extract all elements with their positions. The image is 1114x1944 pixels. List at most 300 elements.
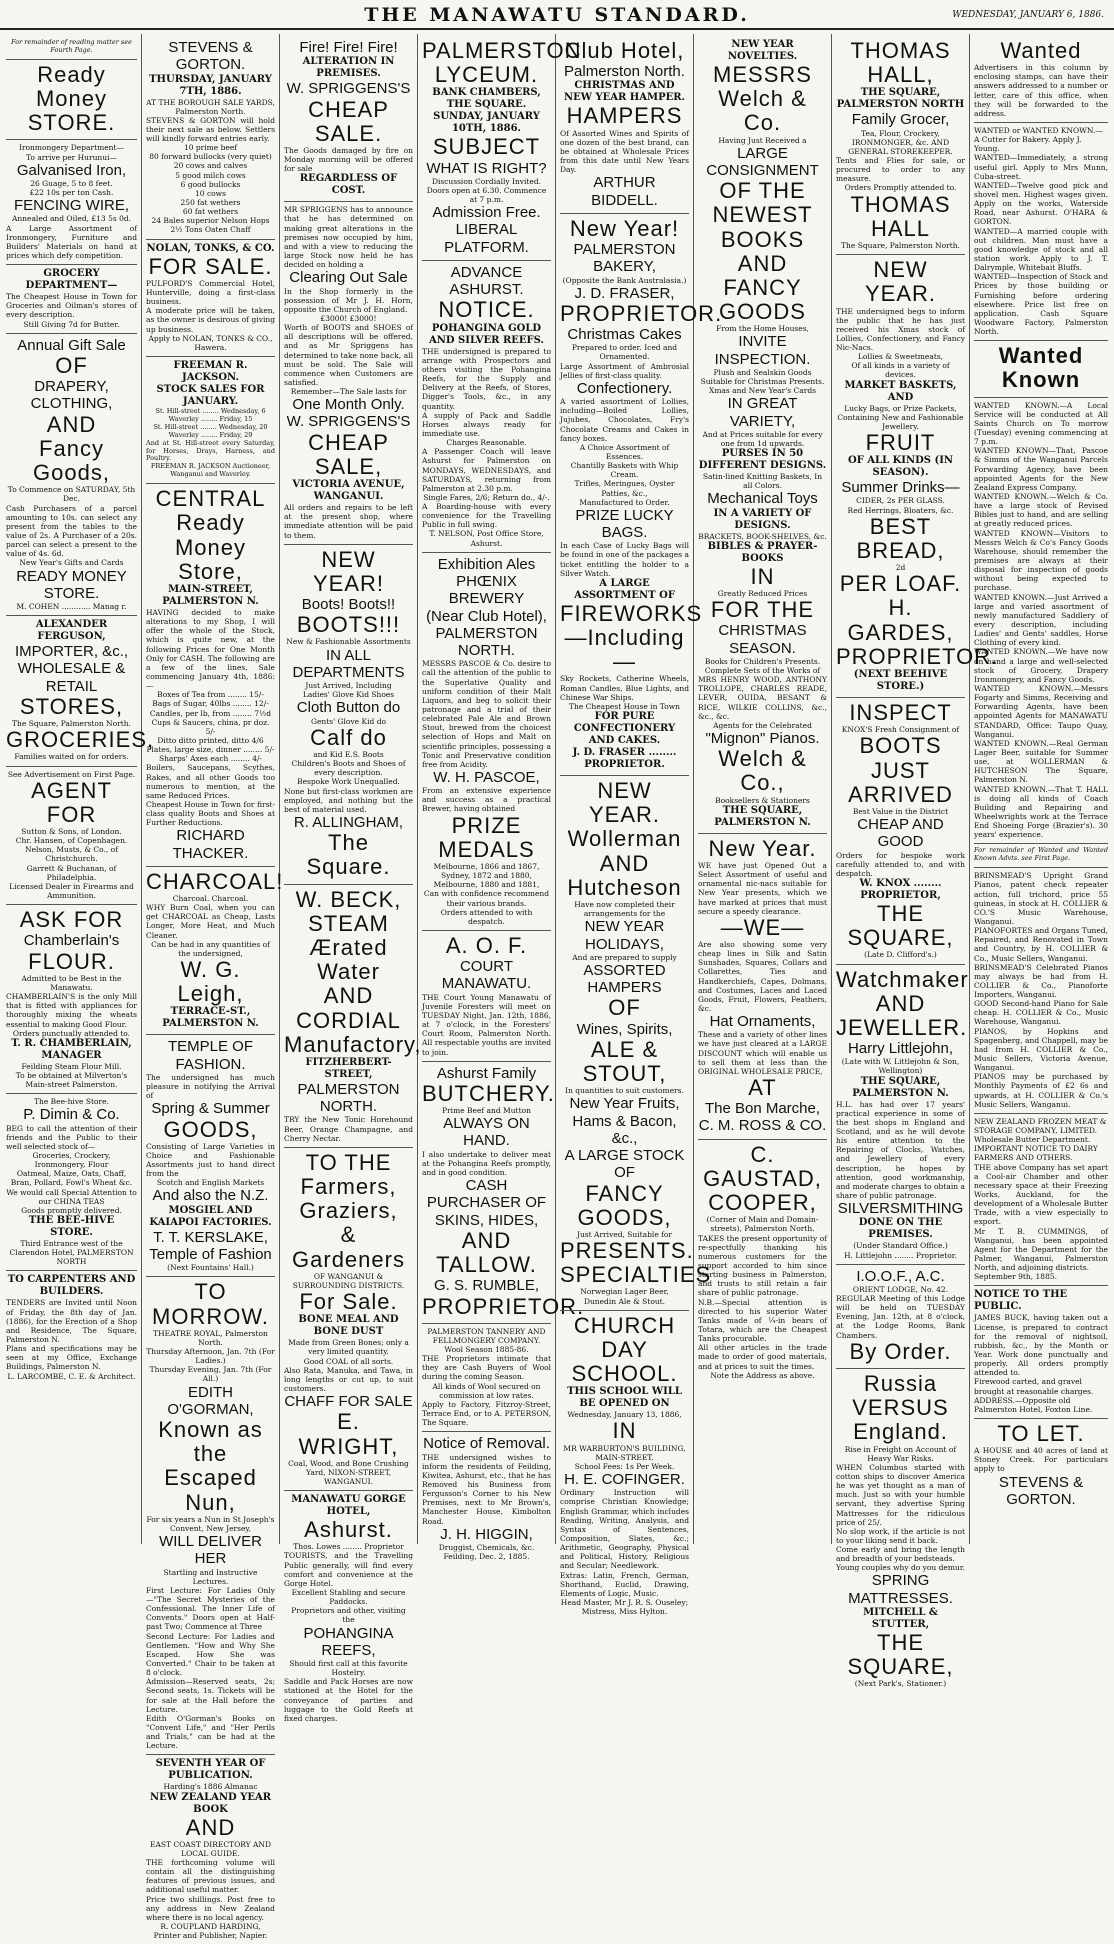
advertisement: [698, 1140, 827, 1384]
advertisement: [560, 36, 689, 214]
ad-line: Complete Sets of the Works of: [704, 666, 821, 675]
ad-line: STORE.: [27, 110, 116, 136]
ad-line: New Year.: [708, 835, 817, 861]
ad-line: New Year's Gifts and Cards: [19, 558, 124, 568]
ad-line: The Square.: [306, 830, 391, 880]
ad-line: Boilers, Saucepans, Scythes, Rakes, and all other Goods too numerous to mention, at the same Reduced Prices.: [146, 763, 275, 800]
ad-line: WANTED—Immediately, a strong useful girl. Apply to Mrs Munn, Cuba-street.: [974, 153, 1108, 181]
ad-line: I.O.O.F., A.C.: [856, 1267, 945, 1285]
ad-line: Saddle and Pack Horses are now stationed at the Hotel for the conveyance of parties and luggage to the Gold Reefs at fixed charges.: [284, 1677, 413, 1723]
ad-line: JAMES BUCK, having taken out a License, is prepared to contract for the removal of nightsoil, rubbish, &c., by the Month or Year. Work done punctually and properly. All orders promptly attended to.: [974, 1313, 1108, 1378]
ad-line: STOCK SALES FOR JANUARY.: [156, 383, 265, 407]
ad-line: £3000! £3000!: [320, 313, 377, 323]
ad-line: MAIN-STREET, PALMERSTON N.: [162, 583, 259, 607]
ad-line: SUNDAY, JANUARY 10TH, 1886.: [433, 111, 540, 135]
ad-line: TO LET.: [997, 1420, 1085, 1446]
ad-line: Oatmeal, Maize, Oats, Chaff, Bran, Pollard, Fowl's Wheat &c.: [10, 1169, 133, 1188]
column-1: [2, 34, 155, 1544]
ad-line: A Large Assortment of Ironmongery, Furniture and Builders' Materials on hand at prices which defy competition.: [6, 223, 137, 261]
ad-line: Welch & Co.,: [718, 746, 807, 796]
ad-line: FANCY GOODS: [719, 274, 806, 325]
ad-line: To Commence on SATURDAY, 5th Dec.: [7, 485, 136, 504]
ad-line: ARTHUR BIDDELL.: [591, 174, 658, 209]
ad-line: Ironmongery Department—: [18, 143, 124, 153]
ad-line: IN GREAT VARIETY,: [727, 395, 798, 430]
ad-line: (Late with W. Littlejohn & Son, Wellington): [841, 1057, 960, 1076]
ad-line: SPRING MATTRESSES.: [848, 1572, 953, 1607]
advertisement: [422, 261, 551, 553]
ad-line: Feilding Steam Flour Mill.: [21, 1061, 122, 1071]
ad-line: MITCHELL & STUTTER,: [863, 1606, 938, 1630]
ad-line: Can be had in any quantities of the undersigned,: [151, 939, 270, 958]
advertisement: [284, 1148, 413, 1491]
advertisement: [284, 545, 413, 885]
ad-line: Cups & Saucers, china, pr doz. 5/-: [151, 717, 270, 736]
ad-line: For remainder of reading matter see Fourth Page.: [11, 38, 132, 54]
ad-line: MESSRS: [713, 62, 812, 87]
ad-line: TEMPLE OF FASHION.: [167, 1038, 253, 1073]
ad-line: CHARCOAL!: [146, 868, 284, 894]
ad-line: One Month Only.: [292, 396, 405, 414]
ad-line: SPECIALTIES: [560, 1262, 712, 1288]
ad-line: FREEMAN R. JACKSON.: [173, 359, 248, 383]
ad-line: Druggist, Chemicals, &c.: [438, 1542, 535, 1552]
advertisement: [698, 36, 827, 834]
ad-line: WANTED KNOWN.—We have now on hand a large and well-selected stock of Grocery, Drapery Ironmongery, and Fancy Goods.: [974, 647, 1108, 684]
ad-line: STEVENS & GORTON.: [168, 39, 253, 74]
ad-line: R. ALLINGHAM,: [293, 813, 404, 831]
ad-line: Suitable for Christmas Presents.: [700, 377, 825, 387]
ad-line: Fire! Fire! Fire!: [299, 39, 398, 56]
advertisement: [146, 484, 275, 867]
ad-line: We would call Special Attention to our CHINA TEAS: [6, 1187, 137, 1206]
ad-line: THOMAS HALL,: [850, 38, 951, 88]
ad-line: Red Herrings, Bloaters, &c.: [847, 505, 954, 515]
ad-line: WANTED—Twelve good pick and shovel men. Highest wages given. Apply on the works, Waterside Road, near Ashurst. O'HARA & GORTON.: [974, 180, 1108, 227]
ad-line: NEW YEAR HOLIDAYS,: [584, 918, 665, 953]
ad-line: 80 forward bullocks (very quiet): [149, 152, 272, 162]
ad-line: INVITE INSPECTION.: [714, 333, 811, 368]
ad-line: NEW ZEALAND FROZEN MEAT & STORAGE COMPANY, LIMITED.: [974, 1116, 1107, 1136]
advertisement: [146, 240, 275, 357]
ad-line: PER LOAF.: [839, 571, 962, 597]
ad-line: IRONMONGER, &c. AND GENERAL STOREKEEPER.: [848, 137, 953, 156]
ad-line: MRS HENRY WOOD, ANTHONY TROLLOPE, CHARLES READE, LEVER, OUIDA, BESANT & RICE, WILKIE COLLINS, &c., &c., &c.: [698, 675, 827, 721]
ad-line: TO THE: [305, 1149, 392, 1175]
ad-line: Ladies' Glove Kid Shoes: [302, 690, 395, 700]
ad-line: Waverley ........ Friday, 15: [168, 414, 253, 423]
ad-line: By Order.: [849, 1338, 952, 1364]
advertisement: [6, 265, 137, 334]
ad-line: REGARDLESS OF COST.: [299, 173, 398, 197]
ad-line: J. D. FRASER ........ PROPRIETOR.: [572, 747, 677, 771]
ad-line: Wholesale Butter Department.: [974, 1135, 1091, 1145]
ad-line: Young couples why do you demur.: [836, 1563, 965, 1573]
ad-line: Candles, per lb, from ........ 7½d: [149, 708, 272, 718]
ad-line: ORIENT LODGE, No. 42.: [852, 1284, 949, 1294]
advertisement: [146, 36, 275, 240]
ad-line: Cheapest House in Town for first-class quality Boots and Shoes at Further Reductions.: [146, 799, 275, 828]
ad-line: Just Arrived, Including: [305, 681, 392, 691]
ad-line: Harding's 1886 Almanac: [163, 1782, 258, 1792]
ad-line: E. WRIGHT,: [298, 1409, 399, 1459]
ad-line: St. Hill-street ........ Wednesday, 6: [155, 406, 266, 415]
ad-line: TALLOW.: [436, 1252, 537, 1278]
ad-line: MR WARBURTON'S BUILDING, MAIN-STREET.: [563, 1443, 686, 1462]
ad-line: Watchmaker: [836, 966, 969, 992]
advertisement: [836, 36, 965, 255]
ad-line: A LARGE STOCK OF: [564, 1147, 685, 1182]
column-3: [280, 34, 422, 1723]
ad-line: Boxes of Tea from ........ 15/-: [157, 690, 264, 700]
advertisement: [6, 1271, 137, 1384]
ad-line: HAMPERS: [566, 103, 683, 129]
ad-line: IMPORTANT NOTICE TO DAIRY FARMERS AND OTHERS.: [974, 1144, 1098, 1163]
ad-line: Trifles, Meringues, Oyster Patties, &c.,: [574, 479, 675, 498]
ad-line: THE SQUARE, PALMERSTON N.: [714, 804, 811, 828]
ad-line: Summer Drinks—: [841, 479, 960, 497]
ad-line: M. COHEN ............ Manag r.: [16, 602, 127, 611]
ad-line: WANTED KNOWN.—Messrs Fogarty and Simms, Receiving and Forwarding Agents, have been appointed Agents for MANAWATU STANDARD, Office: Taupo Quay, Wanganui.: [974, 684, 1108, 739]
ad-line: PURSES IN 50 DIFFERENT DESIGNS.: [698, 448, 827, 472]
ad-line: England.: [853, 1419, 948, 1445]
ad-line: Cloth Button do: [296, 699, 401, 717]
column-6: [694, 34, 832, 1544]
ad-line: VERSUS: [852, 1395, 949, 1421]
ad-line: READY MONEY STORE.: [16, 567, 127, 602]
advertisement: [422, 931, 551, 1062]
ad-line: Discussion Cordially Invited.: [431, 176, 542, 186]
ad-line: Manufactory,: [284, 1031, 422, 1057]
ad-line: Bespoke Work Unequalled.: [297, 777, 400, 787]
ad-line: Just Arrived, Suitable for: [576, 1229, 673, 1239]
ad-line: THE SQUARE, PALMERSTON N.: [852, 1075, 949, 1099]
ad-line: A Choice Assortment of Essences.: [579, 442, 670, 461]
ad-line: The undersigned has much pleasure in notifying the Arrival of: [146, 1072, 275, 1101]
ad-line: To be obtained at Milverton's Main-street Palmerston.: [15, 1070, 128, 1090]
ad-line: BANK CHAMBERS, THE SQUARE.: [432, 87, 541, 111]
ad-line: Notice of Removal.: [423, 1435, 550, 1453]
ad-line: Also Rata, Manuka, and Tawa, in long lengths or cut up, to suit customers.: [284, 1365, 413, 1393]
ad-line: 20 cows and calves: [173, 161, 248, 171]
ad-line: TO MORROW.: [152, 1279, 269, 1329]
ad-line: BOOTS: [859, 733, 942, 759]
ad-line: In quantities to suit customers.: [565, 1086, 684, 1096]
ad-line: Children's Boots and Shoes of every description.: [291, 759, 406, 778]
ad-line: Proprietors and other, visiting the: [291, 1606, 406, 1625]
ad-line: Wanted Known: [998, 343, 1084, 393]
ad-line: EDITH O'GORMAN,: [167, 1383, 254, 1418]
ad-line: Norwegian Lager Beer,: [580, 1287, 669, 1297]
ad-line: FITZHERBERT-STREET,: [305, 1056, 392, 1080]
ad-line: Best Value in the District: [852, 806, 949, 816]
ad-line: And are prepared to supply: [572, 952, 677, 962]
ad-line: THE Proprietors intimate that they are Cash Buyers of Wool during the coming Season.: [422, 1354, 551, 1382]
advertisement: [836, 1369, 965, 1693]
ad-line: Can with confidence recommend their various brands.: [423, 889, 550, 908]
ad-line: A LARGE ASSORTMENT OF: [574, 577, 675, 601]
ad-line: No slop work, if the article is not to your liking send it back.: [836, 1526, 965, 1545]
ad-line: And at St. Hill-street every Saturday, for Horses, Drays, Harness, and Poultry.: [146, 438, 275, 463]
ad-line: Nelson, Musts, & Co., of Christchurch.: [25, 845, 118, 864]
ad-line: PALMERSTON NORTH.: [435, 624, 538, 660]
ad-line: PRIZE LUCKY BAGS.: [575, 506, 674, 542]
ad-line: IN ALL DEPARTMENTS: [292, 646, 405, 681]
ad-line: ALTERATION IN PREMISES.: [302, 56, 395, 80]
ad-line: Plans and specifications may be seen at my Office, Exchange Buildings, Palmerston N.: [6, 1344, 137, 1372]
ad-line: Orders for bespoke work carefully attended to, and with despatch.: [836, 850, 965, 878]
ad-line: Ordinary Instruction will comprise Christian Knowledge; English Grammar, which includes Reading, Writing, Analysis, and Syntax of Sentences, Composition, Slates, &c.; Arithmetic, Geography, Physical and Political, History, Religious and Secular; Needlework.: [560, 1488, 689, 1571]
ad-line: Farmers,: [300, 1174, 397, 1199]
ad-line: ADVANCE ASHURST.: [449, 263, 524, 299]
advertisement: [422, 1432, 551, 1565]
ad-line: TAKES the present opportunity of re-spectfully thanking his numerous customers for the support accorded to him since starting business in Palmerston, and trusts to still retain a fair share of public patronage.: [698, 1233, 827, 1298]
ad-line: Galvanised Iron,: [16, 161, 127, 179]
ad-line: POHANGINA REEFS,: [303, 1624, 394, 1659]
ad-line: ADDRESS.—Opposite old Palmerston Hotel, Foxton Line.: [974, 1395, 1093, 1414]
ad-line: Clearing Out Sale: [289, 269, 408, 287]
ad-line: Confectionery.: [576, 379, 673, 397]
ad-line: NOTICE TO THE PUBLIC.: [974, 1289, 1068, 1313]
ad-line: Welch & Co.: [718, 86, 807, 136]
ad-line: 10 cows: [195, 188, 226, 198]
ad-line: Hutcheson: [567, 874, 682, 900]
ad-line: AND: [737, 250, 788, 276]
ad-line: NOTICE.: [438, 297, 535, 323]
ad-line: Annual Gift Sale: [17, 336, 126, 354]
ad-line: SKINS, HIDES,: [434, 1211, 539, 1229]
ad-line: PRIZE MEDALS: [438, 812, 535, 862]
ad-line: PROPRIETOR.: [422, 1293, 585, 1319]
ad-line: PROPRIETOR.: [560, 300, 723, 326]
ad-line: Consisting of Large Varieties in Choice and Fashionable Assortments just to hand direct from the: [146, 1141, 275, 1179]
ad-line: Dunedin Ale & Stout.: [583, 1296, 666, 1306]
ad-line: Fancy Goods,: [33, 435, 110, 486]
ad-line: A Passenger Coach will leave Ashurst for Palmerston on MONDAYS, WEDNESDAYS, and SATURDAYS, returning from Palmerston at 2.30 p.m.: [422, 447, 551, 493]
ad-line: WE have just Opened Out a Select Assortment of useful and ornamental nic-nacs suitable for New Year presents, which we have marked at prices that must secure a speedy clearance.: [698, 860, 827, 916]
ad-line: PIANOFORTES and Organs Tuned, Repaired, and Renovated in Town and Country, by H. COLLIER & Co., Music Sellers, Wanganui.: [974, 926, 1108, 963]
ad-line: C. GAUSTAD,: [703, 1141, 822, 1191]
ad-line: The Cheapest House in Town: [569, 701, 680, 711]
ad-line: Annealed and Oiled, £13 5s 0d.: [11, 214, 132, 224]
ad-line: OF THE: [719, 178, 806, 204]
ad-line: Containing New and Fashionable Jewellery.: [837, 412, 964, 431]
advertisement: [974, 844, 1108, 868]
ad-line: JUST ARRIVED: [848, 757, 953, 807]
ad-line: WHEN Columbus started with cotton ships to discover America he was yet thought as a man of much. Just so with your humble servant, they advertise Spring Mattresses for the ridiculous price of 25/.: [836, 1462, 965, 1527]
ad-line: —Including—: [564, 625, 685, 675]
ad-line: OF: [608, 995, 641, 1021]
ad-line: THEATRE ROYAL, Palmerston North.: [153, 1328, 268, 1347]
ad-line: Charges Reasonable.: [446, 438, 527, 448]
ad-line: COOPER,: [708, 1190, 817, 1216]
ad-line: Hat Ornaments,: [709, 1013, 816, 1031]
ad-line: COURT MANAWATU.: [441, 958, 532, 993]
ad-line: PIANOS, by Hopkins and Spagenberg, and Chappell, may be had from H. COLLIER & Co., Music Sellers, Victoria Avenue, Wanganui.: [974, 1026, 1108, 1073]
ad-line: Ashurst Family: [436, 1064, 537, 1082]
advertisement: [974, 1114, 1108, 1287]
ad-line: And at Prices suitable for every one from 1d upwards.: [702, 429, 823, 449]
ad-line: Greatly Reduced Prices: [717, 589, 808, 599]
ad-line: T. R. CHAMBERLAIN, MANAGER: [11, 1037, 132, 1061]
ad-line: Feilding, Dec. 2, 1885.: [443, 1552, 530, 1562]
advertisement: [974, 123, 1108, 341]
ad-line: Xmas and New Year's Cards: [709, 386, 816, 396]
ad-line: CHEAP AND GOOD: [857, 816, 944, 851]
advertisement: [146, 1755, 275, 1944]
ad-line: W. G. Leigh,: [177, 957, 244, 1007]
ad-line: DRAPERY, CLOTHING,: [30, 378, 113, 413]
ad-line: Scotch and English Markets: [156, 1178, 265, 1188]
ad-line: THE undersigned wishes to inform the residents of Feilding, Kiwitea, Ashurst, etc., that he has Removed his Business from Fergusson's Corner to his New Premises, next to Mr Brown's, Manchester House, Kimbolton Road.: [422, 1452, 551, 1526]
ad-line: Sharps' Axes each ........ 4/-: [158, 754, 263, 764]
ad-line: Large Assortment of Ambrosial Jellies of first-class quality.: [560, 361, 689, 380]
ad-line: St. Hill-street ........ Wednesday, 20: [153, 422, 268, 431]
ad-line: (Next Park's, Stationer.): [854, 1679, 947, 1689]
ad-line: TO CARPENTERS AND BUILDERS.: [7, 1274, 136, 1298]
ad-line: PALMERSTON: [422, 38, 582, 63]
ad-line: Russia: [863, 1370, 938, 1396]
ad-line: Rise in Freight on Account of Heavy War Risks.: [844, 1444, 957, 1463]
ad-line: Booksellers & Stationers: [715, 795, 810, 805]
ad-line: THE SQUARE,: [847, 900, 954, 951]
ad-line: CHEAP SALE.: [308, 96, 389, 146]
ad-line: 26 Guage, 5 to 8 feet.: [30, 178, 113, 188]
advertisement: [146, 357, 275, 484]
ad-line: JEWELLER.: [836, 1014, 968, 1040]
ad-line: Temple of Fashion: [149, 1245, 272, 1263]
issue-date: WEDNESDAY, JANUARY 6, 1886.: [952, 10, 1104, 20]
ad-line: Single Fares, 2/6; Return do., 4/-.: [423, 492, 550, 502]
ad-line: Satin-lined Knitting Baskets, In all Colors.: [702, 472, 823, 491]
ad-line: MESSRS PASCOE & Co. desire to call the attention of the public to the Superlative Quality and uniform condition of their Malt Liquors, and beg to solicit their patronage and a trial of their celebrated Pale Ale and Brown Stout, brewed from the choicest selection of Hops and Malt on scientific principles, possessing a Tonic and Preservative condition free from Acidity.: [422, 659, 551, 769]
ad-line: WILL DELIVER HER: [159, 1533, 262, 1568]
ad-line: N.B.—Special attention is directed to his superior Water Tanks made of ¼-in bears of Totara, which are the Cheapest Tanks procurable.: [698, 1297, 827, 1344]
ad-line: Licensed Dealer in Firearms and Ammunition.: [9, 881, 134, 901]
ad-line: Garrett & Buchanan, of Philadelphia.: [26, 863, 117, 882]
ad-line: WANTED—Inspection of Stock and Prices by those building or Furnishing before ordering elsewhere. Price list free on application. Cash Square Woodware Factory, Palmerston North.: [974, 272, 1108, 337]
ad-line: Tents and Flies for sale, or procured to order to any measure.: [836, 156, 965, 184]
ad-line: VICTORIA AVENUE, WANGANUI.: [292, 479, 405, 503]
ad-line: Admitted to be Best in the Manawatu.: [21, 973, 122, 992]
ad-line: MR SPRIGGENS has to announce that he has determined on making great alterations in the premises now occupied by him, and with a view to reducing the large Stock now held he has decided on holding a: [284, 205, 413, 270]
advertisement: [560, 776, 712, 1311]
ad-line: H.L. has had over 17 years' practical experience in some of the best shops in England and Scotland, and as he will devote his entire attention to the Repairing of Clocks, Watches, and Jewellery of every description, he hopes by attention, good workmanship, and moderate charges to obtain a share of public patronage.: [836, 1099, 965, 1200]
ad-line: Christmas Cakes: [567, 326, 682, 344]
advertisement: [146, 1277, 275, 1755]
column-5: [556, 34, 723, 1617]
ad-line: Sutton & Sons, of London.: [21, 827, 122, 837]
ad-line: AND: [599, 850, 650, 876]
ad-line: THOMAS HALL: [850, 191, 951, 241]
ad-line: 10 prime beef: [183, 143, 238, 153]
ad-line: Families waited on for orders.: [14, 752, 129, 762]
ad-line: Third Entrance west of the Clarendon Hotel, PALMERSTON NORTH: [9, 1239, 134, 1267]
ad-line: CHEAP SALE,: [308, 429, 389, 479]
ad-line: A moderate price will be taken, as the owner is desirous of giving up business.: [146, 306, 275, 334]
ad-line: Edith O'Gorman's Books on "Convent Life," and "Her Perils and Trials," can be had at the Lecture.: [146, 1713, 275, 1751]
ad-line: Sydney, 1872 and 1880,: [441, 871, 532, 881]
ad-line: Admission—Reserved seats, 2s; Second seats, 1s. Tickets will be for sale at the Hall before the Lecture.: [146, 1677, 275, 1714]
ad-line: MARKET BASKETS, AND: [844, 379, 957, 403]
ad-line: Admission Free.: [432, 204, 541, 222]
ad-line: NEW YEAR.: [588, 778, 661, 828]
ad-line: NOLAN, TONKS, & CO.: [146, 242, 275, 254]
ad-line: IN: [750, 563, 775, 589]
ad-line: WANTED KNOWN.—Welch & Co. have a large stock of Revised Bibles just to hand, and are selling at greatly reduced prices.: [974, 492, 1108, 529]
ad-line: C. M. ROSS & CO.: [698, 1117, 827, 1135]
ad-line: DONE ON THE PREMISES.: [858, 1217, 943, 1241]
ad-line: GROCERIES,: [6, 727, 155, 753]
ad-line: MANAWATU GORGE HOTEL,: [291, 1494, 406, 1518]
ad-line: NEW YEAR.: [864, 257, 937, 307]
ad-line: FENCING WIRE,: [14, 197, 129, 215]
ad-line: (Late D. Clifford's.): [864, 950, 937, 960]
ad-line: THE above Company has set apart a Cool-air Chamber and other necessary space at their Freezing Works, Auckland, for the development of a Wholesale Butter Trade, with a view especially to export.: [974, 1162, 1108, 1227]
ad-line: FOR SALE.: [148, 253, 273, 279]
advertisement: [146, 1035, 275, 1277]
ad-line: 60 fat wethers: [182, 207, 239, 217]
ad-line: W. KNOX ........ PROPRIETOR,: [859, 877, 942, 901]
ad-line: POHANGINA GOLD AND SILVER REEFS.: [429, 322, 544, 346]
ad-line: Lucky Bags, or Prize Packets,: [844, 403, 957, 413]
ad-line: BRINSMEAD'S Upright Grand Pianos, patent check repeater action, full trichord, price 55 guineas, in stock at H. COLLIER & CO.'S Music Warehouse, Wanganui.: [974, 871, 1108, 926]
ad-line: Manufactured to Order.: [579, 497, 670, 507]
ad-line: PALMERSTON BAKERY,: [573, 241, 676, 276]
newspaper-title: THE MANAWATU STANDARD.: [364, 4, 750, 26]
ad-line: DAY SCHOOL.: [571, 1336, 678, 1387]
ad-line: For remainder of Wanted and Wanted Known Advts. see First Page.: [974, 846, 1108, 863]
ad-line: AND: [185, 1814, 236, 1840]
advertisement: [284, 36, 413, 202]
ad-line: AT: [748, 1075, 777, 1101]
ad-line: NEW YEAR NOVELTIES.: [727, 39, 798, 62]
advertisement: [422, 553, 551, 931]
advertisement: [836, 698, 965, 964]
ad-line: & Gardeners: [292, 1222, 405, 1272]
ad-line: Goods promptly delivered.: [21, 1205, 122, 1215]
ad-line: PULFORD'S Commercial Hotel, Hunterville, doing a first-class business.: [146, 278, 275, 307]
ad-line: WHY Burn Coal, when you can get CHARCOAL as Cheap, Lasts Longer, More Heat, and Much Cleaner.: [146, 903, 275, 940]
ad-line: Apply to Factory, Fitzroy-Street, Terrace End, or to A. PETERSON, The Square.: [422, 1399, 551, 1428]
ad-line: WANTED or WANTED KNOWN.—A Cutter for Bakery. Apply J. Young.: [974, 126, 1103, 154]
ad-line: W. H. PASCOE,: [433, 768, 540, 786]
ad-line: Mr T. B. CUMMINGS, of Wanganui, has been appointed Agent for the Department for the Palmer, Wanganui, Palmerston North, and adjoining districts.: [974, 1226, 1108, 1273]
ad-line: Lollies & Sweetmeats,: [857, 352, 944, 362]
ad-line: For Sale.: [299, 1289, 398, 1315]
ad-line: OF ALL KINDS (IN SEASON).: [847, 455, 954, 479]
ad-line: Ærated Water: [309, 934, 388, 985]
ad-line: Melbourne, 1866 and 1867,: [433, 862, 540, 871]
ad-line: WANTED KNOWN.—Just Arrived a large and varied assortment of newly manufactured Saddlery of every description, including Ladies' and Gents' saddles, Horse Clothing of every kind.: [974, 592, 1108, 648]
ad-line: STEVENS & GORTON.: [998, 1473, 1084, 1508]
ad-line: 2d: [895, 563, 906, 573]
ad-line: J. H. HIGGIN,: [440, 1525, 533, 1543]
ad-line: Wines, Spirits,: [576, 1020, 673, 1038]
ad-line: From an extensive experience and success as a practical Brewer, having obtained: [422, 786, 551, 814]
ad-line: STEAM: [308, 910, 389, 936]
ad-line: £22 10s per ton Cash.: [29, 188, 114, 198]
ad-line: THE undersigned is prepared to arrange with Prospectors and others visiting the Pohangina Reefs, for the Supply and Delivery at the Reefs, of Stores, Digger's Tools, &c., in any quantity.: [422, 346, 551, 411]
ad-line: BEST BREAD,: [856, 513, 945, 563]
ad-line: TENDERS are Invited until Noon of Friday, the 8th day of Jan. (1886), for the Erection of a Shop and Residence, The Square, Palmerston N.: [6, 1298, 137, 1344]
ad-line: Family Grocer,: [851, 111, 950, 129]
ad-line: WANTED KNOWN.—Real German Lager Beer, suitable for Summer use, at WOLLERMAN & HUTCHESON The Square, Palmerston N.: [974, 738, 1108, 785]
ad-line: The Bee-hive Store.: [34, 1097, 109, 1107]
ad-line: Club Hotel,: [564, 38, 685, 63]
ad-line: PHŒNIX BREWERY: [448, 573, 525, 608]
ad-line: These and a variety of other lines we have just cleared at a LARGE DISCOUNT which will enable us to sell them at less than the ORIGINAL WHOLESALE PRICE,: [698, 1030, 827, 1076]
